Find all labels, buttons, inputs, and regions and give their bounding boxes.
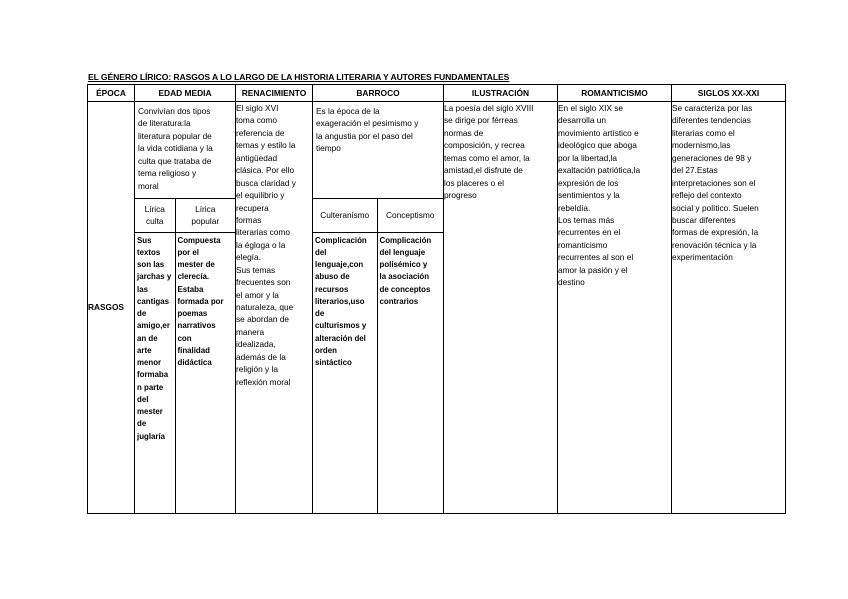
header-epoca: ÉPOCA xyxy=(88,85,135,102)
barroco-intro: Es la época de la exageración el pesimismo y la angustia por el paso del tiempo xyxy=(316,106,419,154)
rasgos-row xyxy=(88,102,786,514)
subheader-culteranismo: Culteranismo xyxy=(313,198,377,232)
header-ilustracion: ILUSTRACIÓN xyxy=(444,85,558,102)
lirica-popular-text: Compuesta por el mester de clerecía. Estaba formada por poemas narrativos con finalidad didáctica xyxy=(175,232,235,513)
cell-renacimiento: El siglo XVI toma como referencia de temas y estilo la antigüedad clásica. Por ello busca claridad y el equilibrio y recupera formas literarias como la égloga o la elegía. Sus temas frecuentes son el amor y la naturaleza, que se abordan de manera idealizada, además de la religión y la reflexión moral xyxy=(236,102,313,514)
edad-media-intro: Convivían dos tipos de literatura:la literatura popular de la vida cotidiana y la culta que trataba de tema religioso y moral xyxy=(138,106,213,191)
edad-media-subtable xyxy=(135,102,235,513)
literary-table xyxy=(87,84,786,514)
subheader-lirica-culta: Lírica culta xyxy=(135,198,175,232)
row-label-rasgos: RASGOS xyxy=(88,102,135,514)
subheader-lirica-popular: Lírica popular xyxy=(175,198,235,232)
culteranismo-text: Complicación del lenguaje,con abuso de recursos literarios,uso de culturismos y alteración del orden sintáctico xyxy=(315,235,367,367)
cell-barroco xyxy=(313,102,444,514)
header-edad-media: EDAD MEDIA xyxy=(135,85,236,102)
header-barroco: BARROCO xyxy=(313,85,444,102)
header-renacimiento: RENACIMIENTO xyxy=(236,85,313,102)
cell-ilustracion: La poesía del siglo XVIII se dirige por férreas normas de composición, y recrea temas como el amor, la amistad,el disfrute de los placeres o el progreso xyxy=(444,102,558,514)
document-title: EL GÉNERO LÍRICO: RASGOS A LO LARGO DE LA HISTORIA LITERARIA Y AUTORES FUNDAMENTALES xyxy=(88,72,510,82)
subheader-conceptismo: Conceptismo xyxy=(377,198,443,232)
lirica-culta-text: Sus textos son las jarchas y las cantigas de amigo,er an de arte menor formaba n parte del mester de juglaría xyxy=(137,235,172,441)
cell-siglos: Se caracteriza por las diferentes tendencias literarias como el modernismo,las generaciones de 98 y del 27.Estas interpretaciones son el reflejo del contexto social y político. Suelen buscar diferentes formas de expresión, la renovación técnica y la experimentación xyxy=(672,102,786,514)
conceptismo-text: Complicación del lenguaje polisémico y la asociación de conceptos contrarios xyxy=(377,232,443,513)
barroco-subtable xyxy=(313,102,443,513)
cell-romanticismo: En el siglo XIX se desarrolla un movimiento artístico e ideológico que aboga por la libertad,la exaltación patriótica,la expresión de los sentimientos y la rebeldía. Los temas más recurrentes en el romanticismo recurrentes al son el amor la pasión y el destino xyxy=(558,102,672,514)
header-siglos: SIGLOS XX-XXI xyxy=(672,85,786,102)
cell-edad-media xyxy=(135,102,236,514)
header-row xyxy=(88,85,786,102)
header-romanticismo: ROMANTICISMO xyxy=(558,85,672,102)
